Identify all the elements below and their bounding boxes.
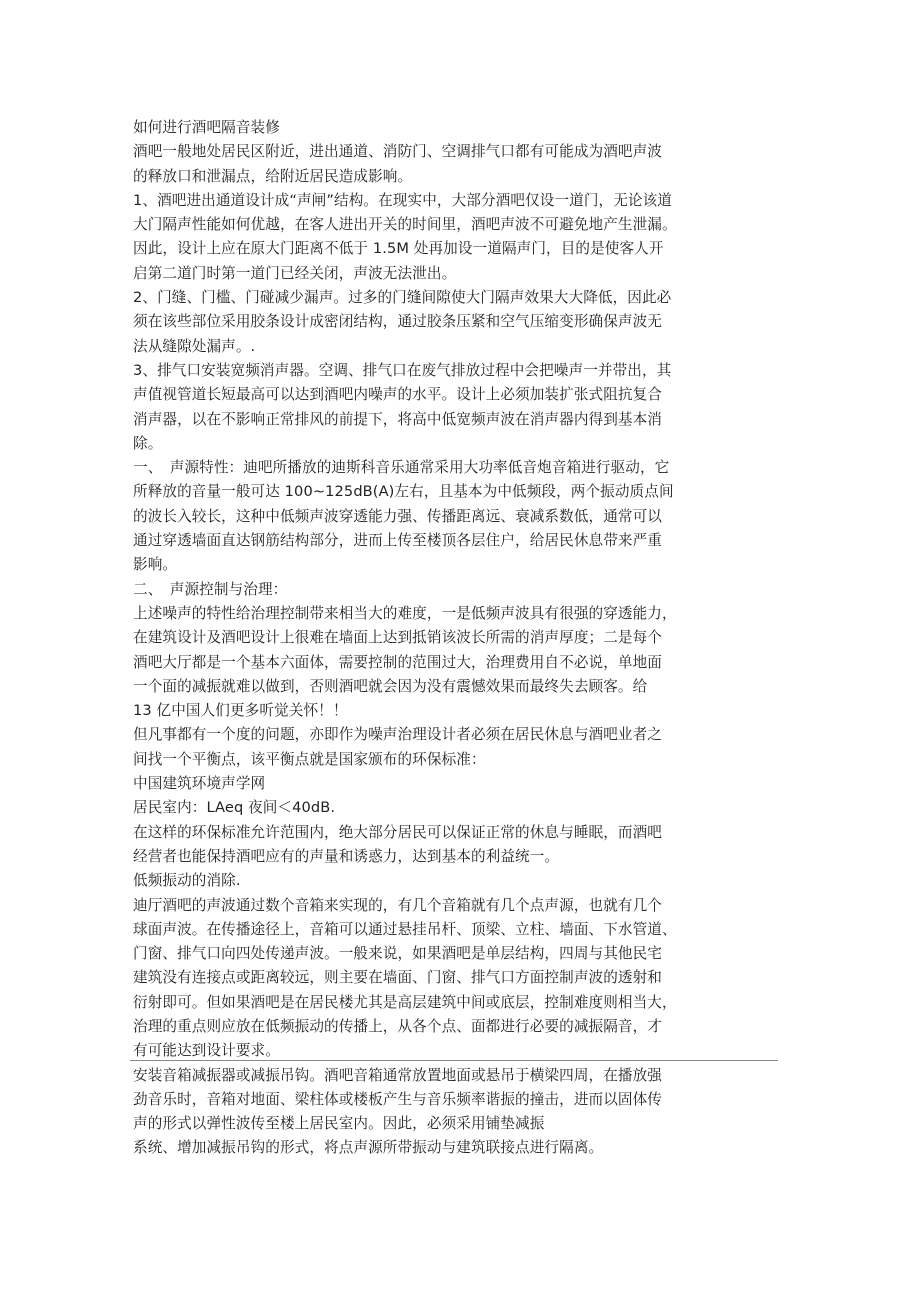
text-line: 居民室内：LAeq 夜间＜40dB. bbox=[133, 799, 336, 817]
text-line: 建筑没有连接点或距离较远，则主要在墙面、门窗、排气口方面控制声波的透射和 bbox=[133, 969, 662, 987]
text-line: 系统、增加减振吊钩的形式，将点声源所带振动与建筑联接点进行隔离。 bbox=[133, 1139, 604, 1157]
text-line: 球面声波。在传播途径上，音箱可以通过悬挂吊杆、顶梁、立柱、墙面、下水管道、 bbox=[133, 920, 677, 938]
text-line: 2、门缝、门槛、门碰减少漏声。过多的门缝间隙使大门隔声效果大大降低，因此必 bbox=[133, 289, 672, 307]
text-line: 1、酒吧进出通道设计成“声闸”结构。在现实中，大部分酒吧仅设一道门，无论该道 bbox=[133, 191, 672, 209]
document-title: 如何进行酒吧隔音装修 bbox=[133, 119, 280, 136]
text-line: 酒吧大厅都是一个基本六面体，需要控制的范围过大，治理费用自不必说，单地面 bbox=[133, 653, 662, 671]
divider-line bbox=[130, 1060, 778, 1061]
text-line: 治理的重点则应放在低频振动的传播上，从各个点、面都进行必要的减振隔音，才 bbox=[133, 1017, 662, 1035]
text-line: 衍射即可。但如果酒吧是在居民楼尤其是高层建筑中间或底层，控制难度则相当大， bbox=[133, 993, 677, 1011]
text-line: 声值视管道长短最高可以达到酒吧内噪声的水平。设计上必须加装扩张式阻抗复合 bbox=[133, 386, 662, 404]
text-line: 的释放口和泄漏点，给附近居民造成影响。 bbox=[133, 167, 413, 185]
text-line: 低频振动的消除. bbox=[133, 872, 241, 890]
text-line: 大门隔声性能如何优越，在客人进出开关的时间里，酒吧声波不可避免地产生泄漏。 bbox=[133, 216, 677, 234]
text-line: 须在该些部位采用胶条设计成密闭结构，通过胶条压紧和空气压缩变形确保声波无 bbox=[133, 313, 662, 331]
text-line: 有可能达到设计要求。 bbox=[133, 1042, 280, 1060]
text-line: 酒吧一般地处居民区附近，进出通道、消防门、空调排气口都有可能成为酒吧声波 bbox=[133, 143, 662, 161]
text-line: 除。 bbox=[133, 434, 163, 452]
text-line: 一、 声源特性：迪吧所播放的迪斯科音乐通常采用大功率低音炮音箱进行驱动，它 bbox=[133, 459, 670, 477]
text-line: 13 亿中国人们更多听觉关怀！！ bbox=[133, 702, 348, 720]
text-line: 所释放的音量一般可达 100~125dB(A)左右，且基本为中低频段，两个振动质点间 bbox=[133, 483, 674, 501]
text-line: 影响。 bbox=[133, 556, 178, 574]
text-line: 但凡事都有一个度的问题，亦即作为噪声治理设计者必须在居民休息与酒吧业者之 bbox=[133, 726, 662, 744]
text-line: 在建筑设计及酒吧设计上很难在墙面上达到抵销该波长所需的消声厚度；二是每个 bbox=[133, 629, 662, 647]
text-line: 声的形式以弹性波传至楼上居民室内。因此，必须采用铺垫减振 bbox=[133, 1115, 545, 1133]
text-line: 启第二道门时第一道门已经关闭，声波无法泄出。 bbox=[133, 264, 457, 282]
text-line: 中国建筑环境声学网 bbox=[133, 775, 266, 793]
text-line: 因此，设计上应在原大门距离不低于 1.5M 处再加设一道隔声门，目的是使客人开 bbox=[133, 240, 664, 258]
text-line: 二、 声源控制与治理： bbox=[133, 580, 288, 598]
text-line: 在这样的环保标准允许范围内，绝大部分居民可以保证正常的休息与睡眠，而酒吧 bbox=[133, 823, 662, 841]
text-line: 通过穿透墙面直达钢筋结构部分，进而上传至楼顶各层住户，给居民休息带来严重 bbox=[133, 532, 662, 550]
text-line: 一个面的减振就难以做到，否则酒吧就会因为没有震憾效果而最终失去顾客。给 bbox=[133, 677, 648, 695]
text-line: 劲音乐时，音箱对地面、梁柱体或楼板产生与音乐频率谐振的撞击，进而以固体传 bbox=[133, 1090, 662, 1108]
text-line: 安装音箱减振器或减振吊钩。酒吧音箱通常放置地面或悬吊于横梁四周，在播放强 bbox=[133, 1066, 662, 1084]
text-line: 经营者也能保持酒吧应有的声量和诱惑力，达到基本的利益统一。 bbox=[133, 847, 560, 865]
text-line: 消声器，以在不影响正常排风的前提下，将高中低宽频声波在消声器内得到基本消 bbox=[133, 410, 662, 428]
text-line: 门窗、排气口向四处传递声波。一般来说，如果酒吧是单层结构，四周与其他民宅 bbox=[133, 945, 662, 963]
text-line: 上述噪声的特性给治理控制带来相当大的难度，一是低频声波具有很强的穿透能力， bbox=[133, 604, 677, 622]
text-line: 3、排气口安装宽频消声器。空调、排气口在废气排放过程中会把噪声一并带出，其 bbox=[133, 361, 672, 379]
text-line: 迪厅酒吧的声波通过数个音箱来实现的，有几个音箱就有几个点声源，也就有几个 bbox=[133, 896, 662, 914]
text-line: 法从缝隙处漏声。. bbox=[133, 337, 256, 355]
text-line: 间找一个平衡点，该平衡点就是国家颁布的环保标准： bbox=[133, 750, 486, 768]
document-body bbox=[133, 116, 793, 1161]
text-line: 的波长入较长，这种中低频声波穿透能力强、传播距离远、衰减系数低，通常可以 bbox=[133, 507, 662, 525]
